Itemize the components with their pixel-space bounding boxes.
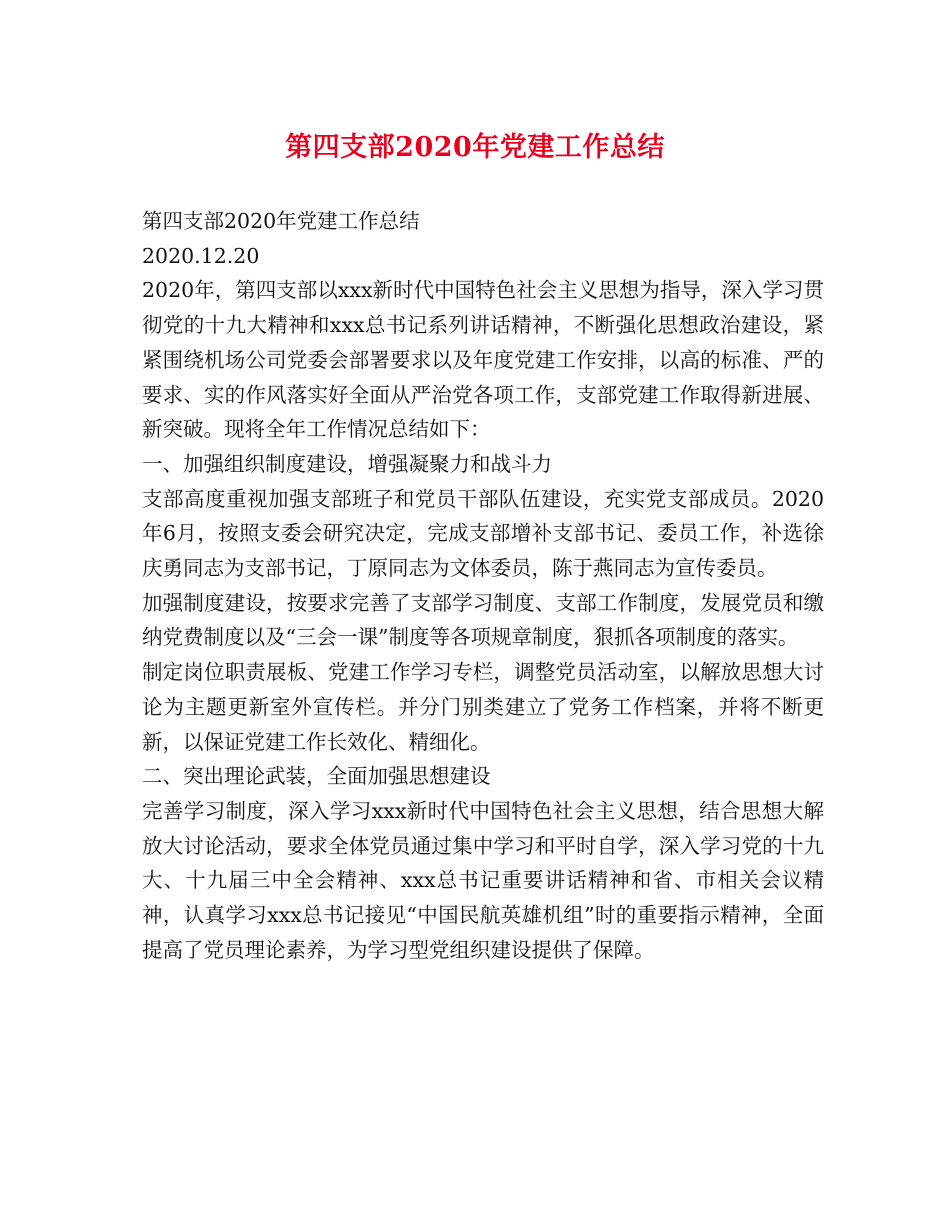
paragraph-intro: 2020年，第四支部以xxx新时代中国特色社会主义思想为指导，深入学习贯彻党的十九大精神和xxx总书记系列讲话精神，不断强化思想政治建设，紧紧围绕机场公司党委会部署要求以及年度党建工作安排，以高的标准、严的要求、实的作风落实好全面从严治党各项工作，支部党建工作取得新进展、新突破。现将全年工作情况总结如下： <box>142 278 824 442</box>
section-heading-2: 二、突出理论武装，全面加强思想建设 <box>142 764 491 789</box>
section-heading-1: 一、加强组织制度建设，增强凝聚力和战斗力 <box>142 451 552 476</box>
paragraph-section1-a: 支部高度重视加强支部班子和党员干部队伍建设，充实党支部成员。2020年6月，按照支委会研究决定，完成支部增补支部书记、委员工作，补选徐庆勇同志为支部书记，丁原同志为文体委员，陈于燕同志为宣传委员。 <box>142 486 824 581</box>
paragraph-section2-a: 完善学习制度，深入学习xxx新时代中国特色社会主义思想，结合思想大解放大讨论活动，要求全体党员通过集中学习和平时自学，深入学习党的十九大、十九届三中全会精神、xxx总书记重要讲话精神和省、市相关会议精神，认真学习xxx总书记接见“中国民航英雄机组”时的重要指示精神，全面提高了党员理论素养，为学习型党组织建设提供了保障。 <box>142 798 824 962</box>
paragraph-date: 2020.12.20 <box>142 243 260 268</box>
document-body <box>142 204 824 967</box>
document-title: 第四支部2020年党建工作总结 <box>285 132 665 163</box>
paragraph-section1-b: 加强制度建设，按要求完善了支部学习制度、支部工作制度，发展党员和缴纳党费制度以及“三会一课”制度等各项规章制度，狠抓各项制度的落实。 <box>142 590 824 650</box>
paragraph-section1-c: 制定岗位职责展板、党建工作学习专栏，调整党员活动室，以解放思想大讨论为主题更新室外宣传栏。并分门别类建立了党务工作档案，并将不断更新，以保证党建工作长效化、精细化。 <box>142 660 824 754</box>
paragraph-subtitle: 第四支部2020年党建工作总结 <box>142 209 420 233</box>
